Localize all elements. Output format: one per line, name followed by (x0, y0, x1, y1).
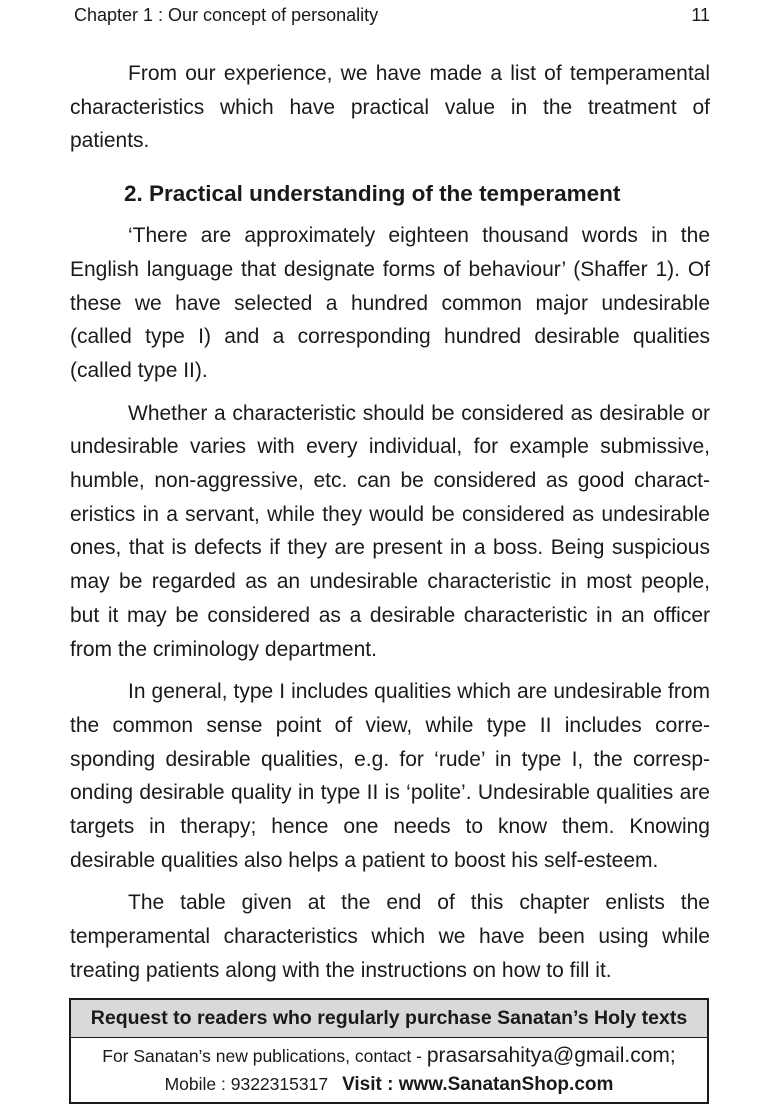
section-heading: 2. Practical understanding of the temperament (124, 181, 621, 207)
contact-line (71, 1042, 707, 1070)
mobile-number: Mobile : 9322315317 (164, 1074, 329, 1094)
website-link: Visit : www.SanatanShop.com (342, 1074, 614, 1095)
chapter-title: Chapter 1 : Our concept of personality (74, 5, 379, 25)
paragraph-type-definitions: In general, type I includes qualities which are undesirable from the common sense point of view, while type II includes corresponding desirable qualities, e.g. for ‘rude’ in type I, the corresponding desirable quality in type II is ‘polite’. Undesirable qualities are targets in therapy; hence one needs to know them. Knowing desirable qualities also helps a patient to boost his self-esteem. (70, 680, 710, 872)
page-body (70, 57, 710, 988)
paragraph-shaffer-quote: ‘There are approximately eighteen thousand words in the English language that designate forms of behaviour’ (Shaffer 1). Of these we have selected a hundred common major undesirable (called type I) and a corresponding hundred desirable qualities (called type II). (70, 224, 710, 382)
page-number: 11 (691, 5, 710, 25)
paragraph-desirable-varies: Whether a characteristic should be considered as desirable or undesirable varies with every individual, for example submissive, humble, non-aggressive, etc. can be considered as good characteristics in a servant, while they would be considered as undesirable ones, that is defects if they are present in a boss. Being suspicious may be regarded as an undesirable characteristic in most people, but it may be considered as a desirable characteristic in an officer from the criminology department. (70, 401, 710, 661)
running-header (74, 4, 710, 26)
contact-prefix: For Sanatan’s new publications, contact - (102, 1046, 427, 1066)
notice-banner: Request to readers who regularly purchase Sanatan’s Holy texts (71, 1000, 707, 1038)
contact-email: prasarsahitya@gmail.com; (426, 1044, 676, 1067)
intro-paragraph: From our experience, we have made a list of temperamental characteristics which have practical value in the treatment of patients. (70, 62, 710, 153)
paragraph-table-note: The table given at the end of this chapter enlists the temperamental characteristics which we have been using while treating patients along with the instructions on how to fill it. (70, 891, 710, 982)
publication-notice-box (69, 998, 709, 1104)
mobile-visit-line (71, 1070, 707, 1099)
